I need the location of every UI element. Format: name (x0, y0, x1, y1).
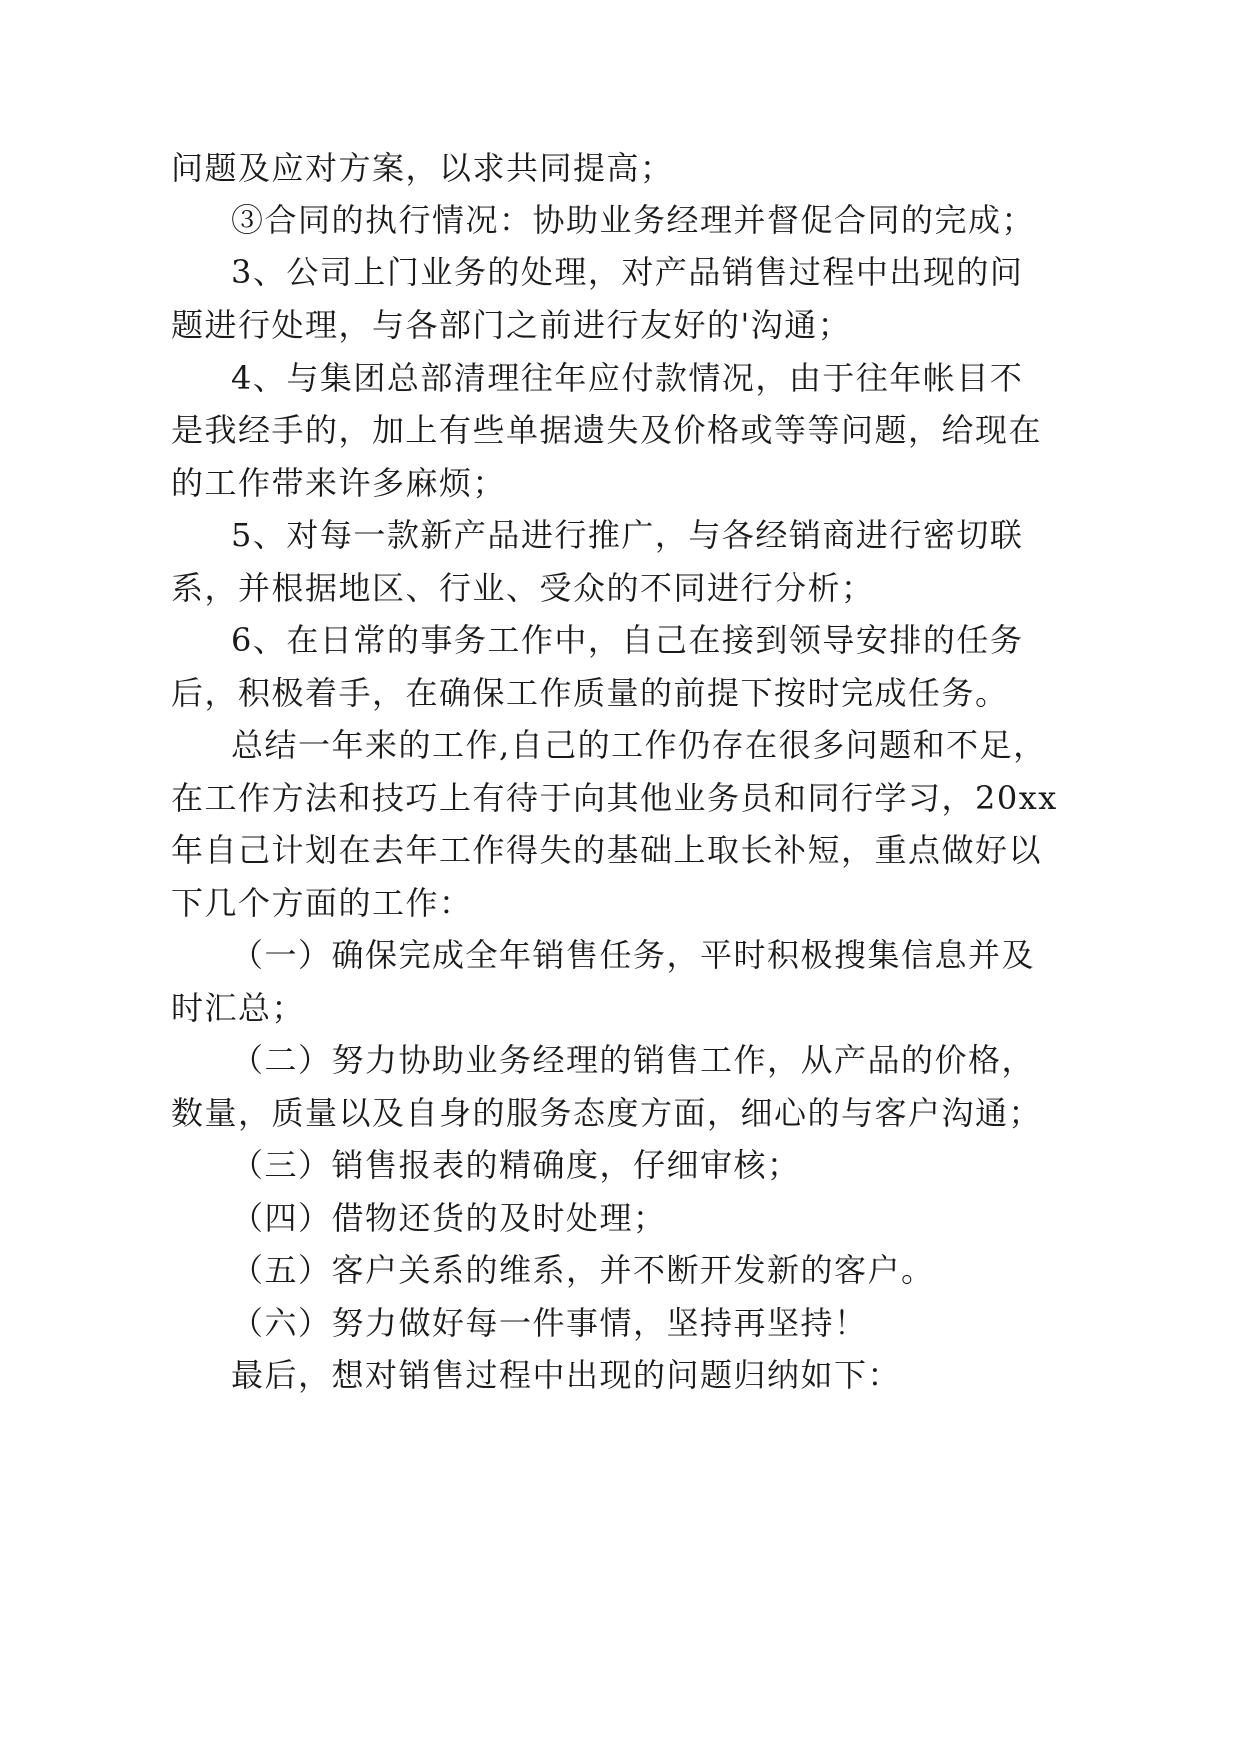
text-line: 4、与集团总部清理往年应付款情况，由于往年帐目不 (231, 359, 1024, 397)
text-line: （一）确保完成全年销售任务，平时积极搜集信息并及 (231, 936, 1036, 974)
text-line: 的工作带来许多麻烦； (171, 464, 507, 502)
text-line: 最后，想对销售过程中出现的问题归纳如下： (231, 1356, 902, 1394)
text-line: 年自己计划在去年工作得失的基础上取长补短，重点做好以 (171, 831, 1043, 869)
text-line: （四）借物还货的及时处理； (231, 1199, 667, 1237)
text-line: 6、在日常的事务工作中，自己在接到领导安排的任务 (231, 621, 1024, 659)
text-line: 系，并根据地区、行业、受众的不同进行分析； (171, 569, 875, 607)
text-line: （三）销售报表的精确度，仔细审核； (231, 1146, 801, 1184)
text-line: 数量，质量以及自身的服务态度方面，细心的与客户沟通； (171, 1094, 1043, 1132)
text-line: 5、对每一款新产品进行推广，与各经销商进行密切联 (231, 516, 1024, 554)
text-line: 下几个方面的工作： (171, 884, 473, 922)
text-line: （二）努力协助业务经理的销售工作，从产品的价格， (231, 1041, 1036, 1079)
text-line: （五）客户关系的维系，并不断开发新的客户。 (231, 1251, 935, 1289)
text-line: 后，积极着手，在确保工作质量的前提下按时完成任务。 (171, 674, 1009, 712)
text-line: 是我经手的，加上有些单据遗失及价格或等等问题，给现在 (171, 411, 1043, 449)
text-line: 在工作方法和技巧上有待于向其他业务员和同行学习，20xx (171, 779, 1058, 817)
text-line: 问题及应对方案，以求共同提高； (171, 149, 674, 187)
text-line: 总结一年来的工作,自己的工作仍存在很多问题和不足， (231, 726, 1047, 764)
text-line: 题进行处理，与各部门之前进行友好的'沟通； (171, 306, 852, 344)
text-line: 时汇总； (171, 989, 306, 1027)
text-line: （六）努力做好每一件事情，坚持再坚持！ (231, 1304, 868, 1342)
text-line: ③合同的执行情况：协助业务经理并督促合同的完成； (231, 201, 1036, 239)
text-line: 3、公司上门业务的处理，对产品销售过程中出现的问 (231, 253, 1024, 291)
